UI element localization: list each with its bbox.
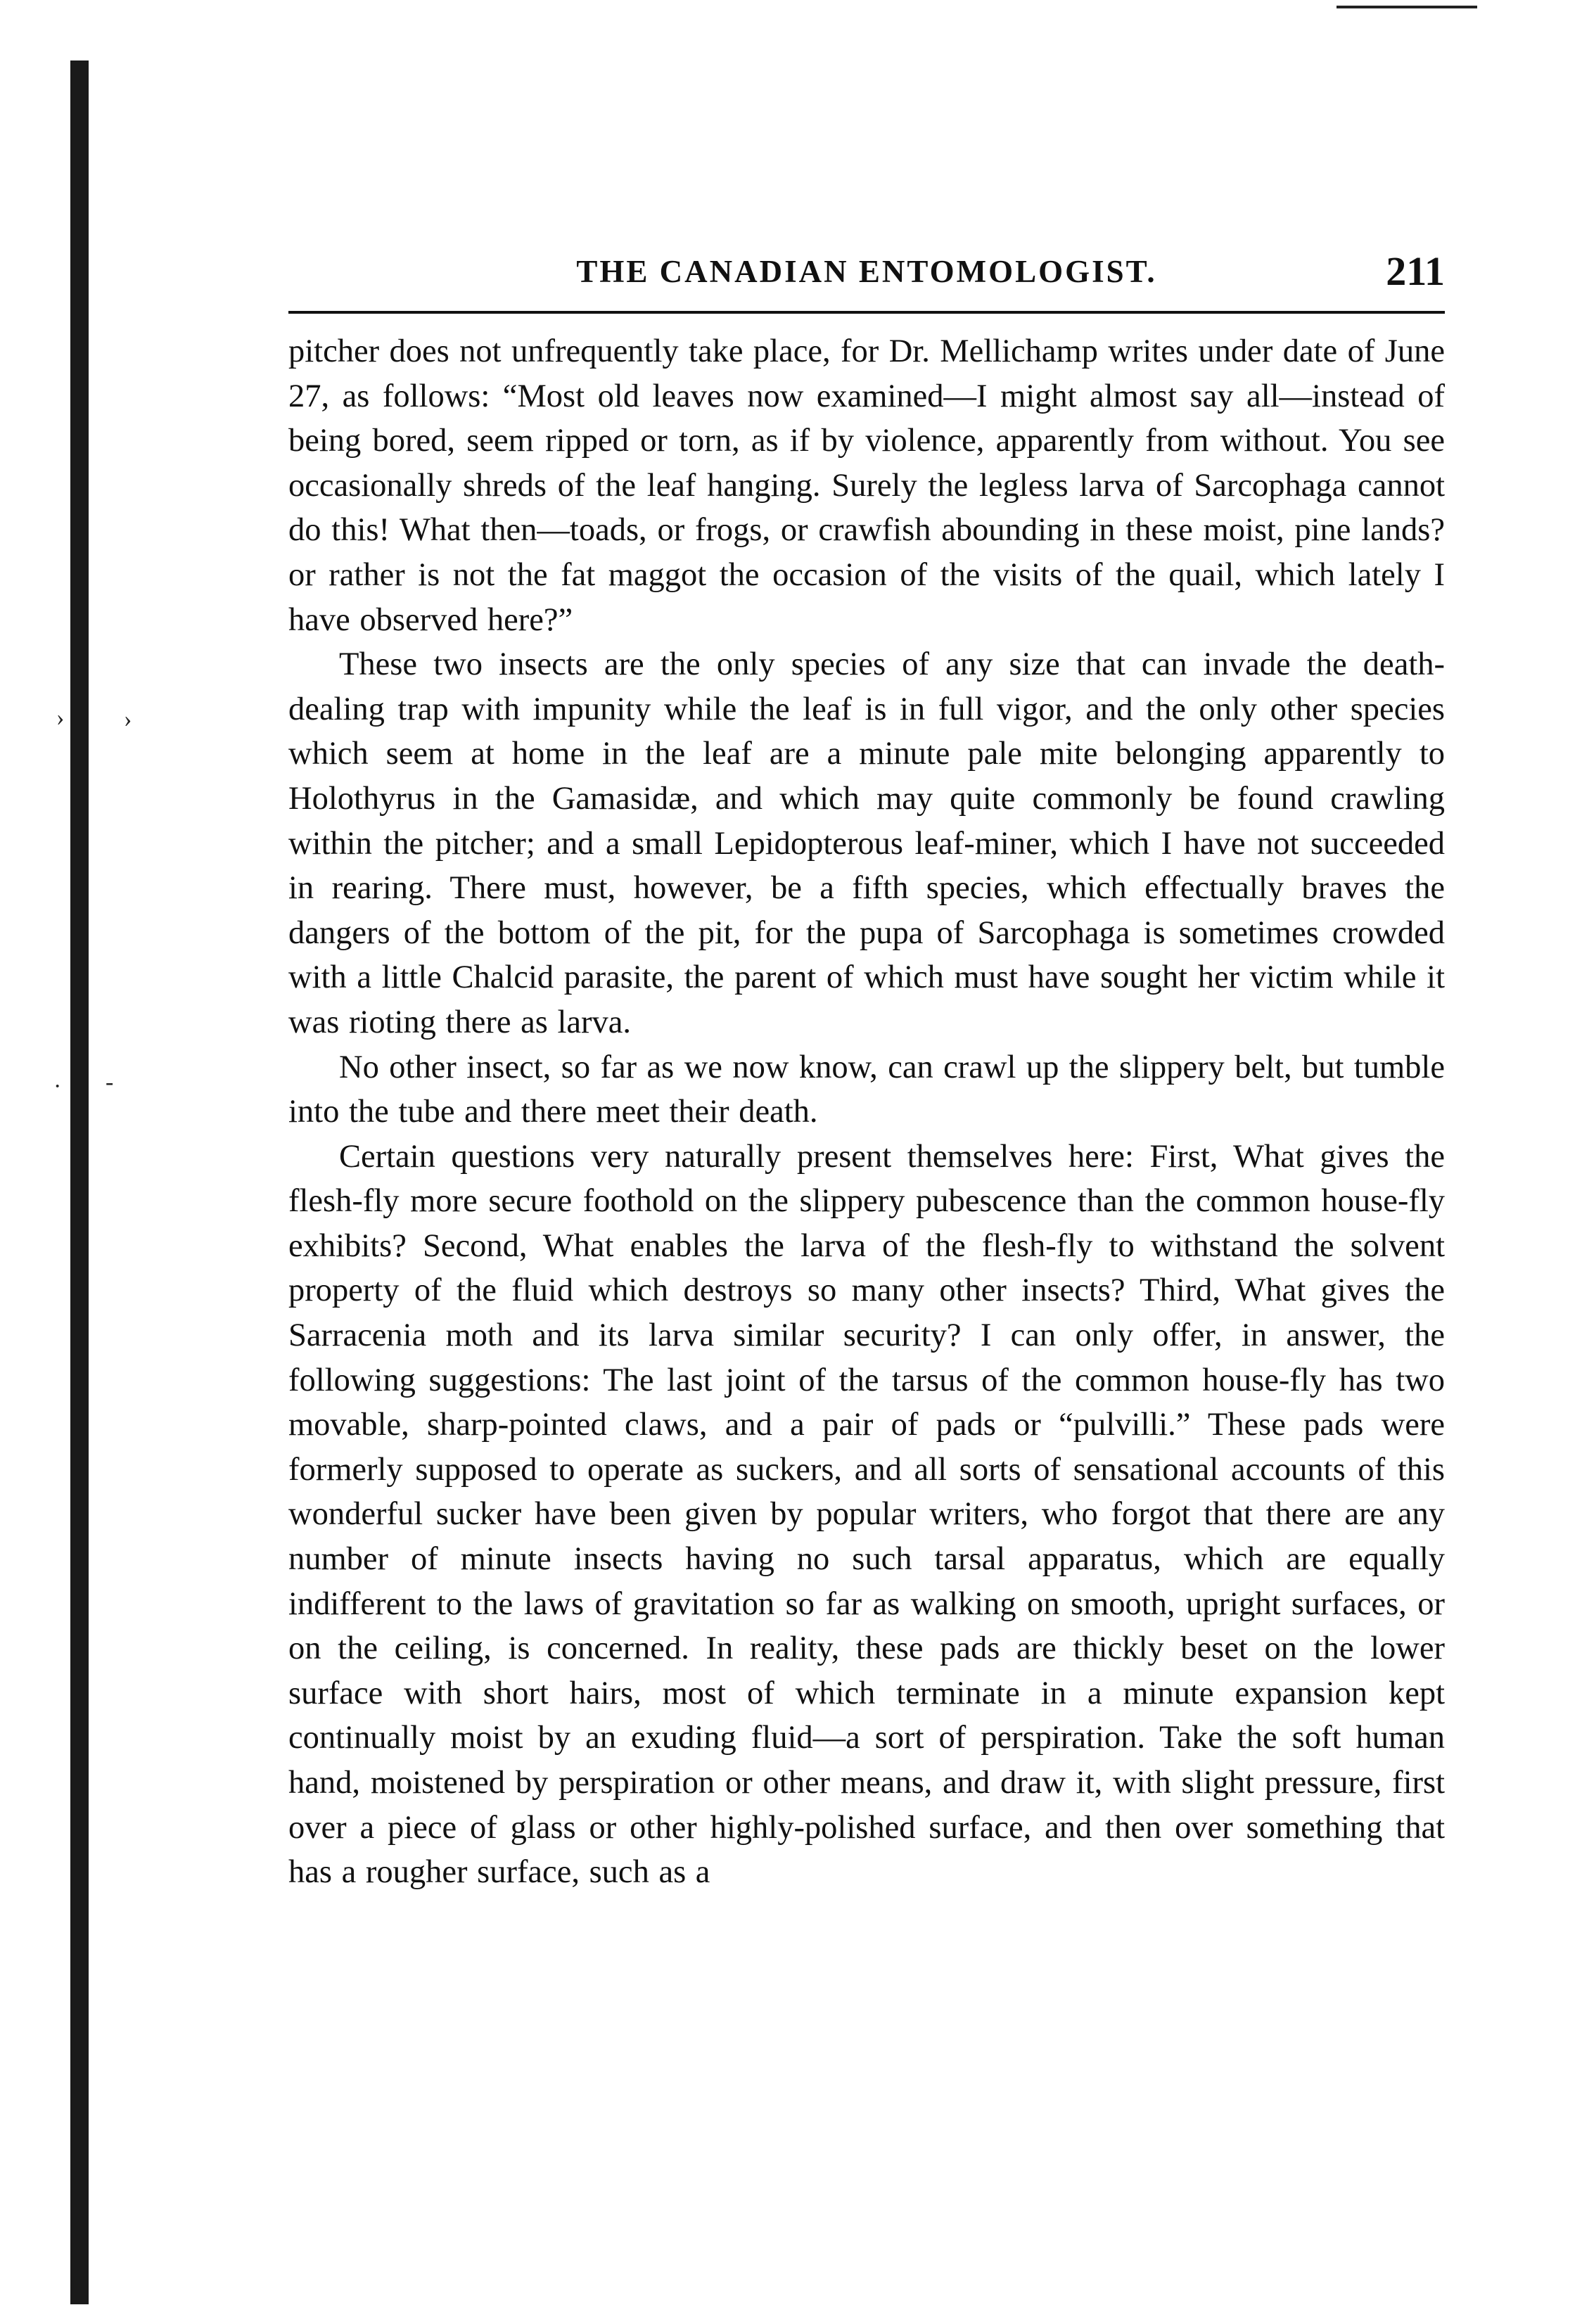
margin-mark: - — [106, 1069, 114, 1095]
paragraph: Certain questions very naturally present themselves here: First, What gives the flesh-fly more secure foothold on the slippery pubescence than the common house-fly exhibits? Second, What enables the larva of the flesh-fly to withstand the solvent property of the fluid which destroys so many other insects? Third, What gives the Sarracenia moth and its larva similar security? I can only offer, in answer, the following suggestions: The last joint of the tarsus of the common house-fly has two movable, sharp-pointed claws, and a pair of pads or “pulvilli.” These pads were formerly supposed to operate as suckers, and all sorts of sensational accounts of this wonderful sucker have been given by popular writers, who forgot that there are any number of minute insects having no such tarsal apparatus, which are equally indifferent to the laws of gravitation so far as walking on smooth, upright surfaces, or on the ceiling, is concerned. In reality, these pads are thickly beset on the lower surface with short hairs, most of which terminate in a minute expansion kept continually moist by an exuding fluid—a sort of perspiration. Take the soft human hand, moistened by perspiration or other means, and draw it, with slight pressure, first over a piece of glass or other highly-polished surface, and then over something that has a rougher surface, such as a — [288, 1138, 1445, 1891]
body-text — [288, 329, 1445, 1895]
book-page — [288, 248, 1445, 1895]
header-rule — [288, 311, 1445, 314]
paragraph: pitcher does not unfrequently take place, for Dr. Mellichamp writes under date of June 27, as follows: “Most old leaves now examined—I might almost say all—instead of being bored, seem ripped or torn, as if by violence, apparently from without. You see occasionally shreds of the leaf hanging. Surely the legless larva of Sarcophaga cannot do this! What then—toads, or frogs, or crawfish abounding in these moist, pine lands? or rather is not the fat maggot the occasion of the visits of the quail, which lately I have observed here?” — [288, 333, 1445, 638]
paragraph: No other insect, so far as we now know, can crawl up the slippery belt, but tumble into the tube and there meet their death. — [288, 1049, 1445, 1130]
scan-edge-rule — [1337, 6, 1477, 8]
scan-binding-shadow — [70, 60, 89, 2304]
margin-mark: › — [124, 706, 132, 732]
margin-mark: · — [53, 1073, 62, 1099]
page-number: 211 — [1386, 248, 1445, 294]
running-head — [288, 248, 1445, 307]
margin-mark: › — [56, 705, 65, 731]
running-title: THE CANADIAN ENTOMOLOGIST. — [576, 254, 1157, 289]
paragraph: These two insects are the only species of any size that can invade the death-dealing trap with impunity while the leaf is in full vigor, and the only other species which seem at home in the leaf are a minute pale mite belonging apparently to Holothyrus in the Gamasidæ, and which may quite commonly be found crawling within the pitcher; and a small Lepidopterous leaf-miner, which I have not succeeded in rearing. There must, however, be a fifth species, which effectually braves the dangers of the bottom of the pit, for the pupa of Sarcophaga is sometimes crowded with a little Chalcid parasite, the parent of which must have sought her victim while it was rioting there as larva. — [288, 646, 1445, 1040]
